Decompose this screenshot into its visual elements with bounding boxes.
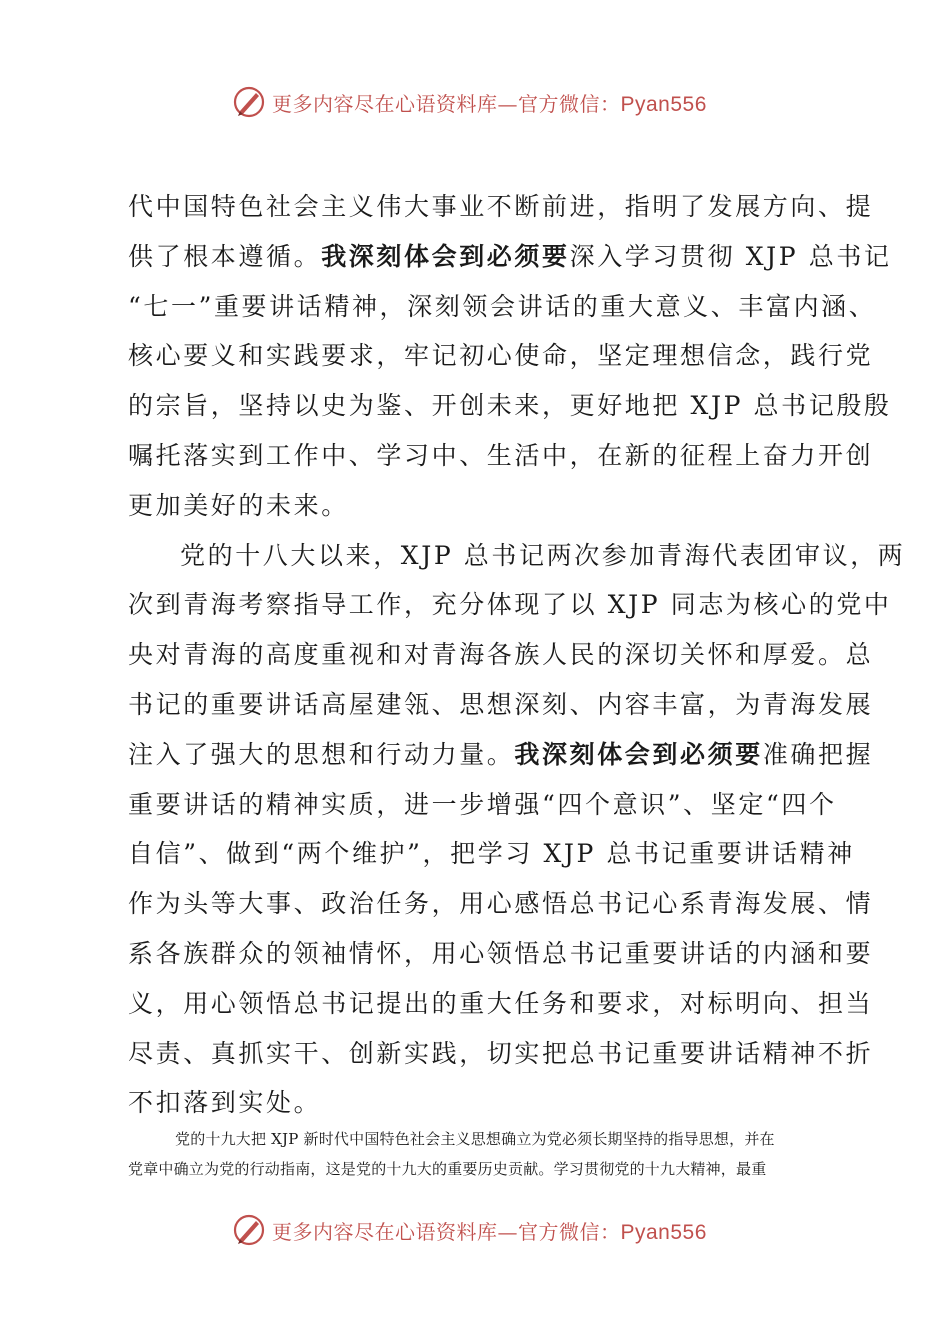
footer-line: 党章中确立为党的行动指南，这是党的十九大的重要历史贡献。学习贯彻党的十九大精神，最重: [128, 1160, 767, 1178]
paragraph-2-line: 义，用心领悟总书记提出的重大任务和要求，对标明向、担当: [128, 988, 874, 1018]
watermark-wechat-id: Pyan556: [620, 1220, 707, 1244]
paragraph-1-line: 嘱托落实到工作中、学习中、生活中，在新的征程上奋力开创: [128, 440, 874, 470]
document-body: [128, 182, 906, 1128]
pen-logo-icon: [232, 85, 266, 119]
footer-paragraph: [128, 1124, 840, 1184]
watermark-text: 更多内容尽在心语资料库—官方微信：Pyan556: [272, 91, 707, 116]
emphasis-text: 我深刻体会到必须要: [321, 241, 570, 271]
watermark-text: 更多内容尽在心语资料库—官方微信：Pyan556: [272, 1219, 707, 1244]
emphasis-text: 我深刻体会到必须要: [514, 739, 763, 769]
paragraph-2-line: 自信”、做到“两个维护”，把学习 XJP 总书记重要讲话精神: [128, 839, 855, 869]
paragraph-1-line: 的宗旨，坚持以史为鉴、开创未来，更好地把 XJP 总书记殷殷: [128, 391, 892, 421]
paragraph-2-line: 系各族群众的领袖情怀，用心领悟总书记重要讲话的内涵和要: [128, 938, 874, 968]
paragraph-2-line: 次到青海考察指导工作，充分体现了以 XJP 同志为核心的党中: [128, 590, 892, 620]
paragraph-1-line: 供了根本遵循。我深刻体会到必须要深入学习贯彻 XJP 总书记: [128, 241, 892, 271]
watermark-wechat-id: Pyan556: [620, 92, 707, 116]
paragraph-2-line: 尽责、真抓实干、创新实践，切实把总书记重要讲话精神不折: [128, 1038, 874, 1068]
paragraph-1-line: 核心要义和实践要求，牢记初心使命，坚定理想信念，践行党: [128, 341, 874, 371]
paragraph-1-line: 更加美好的未来。: [128, 490, 349, 520]
paragraph-2-line: 作为头等大事、政治任务，用心感悟总书记心系青海发展、情: [128, 889, 874, 919]
paragraph-2-line: 不扣落到实处。: [128, 1088, 322, 1118]
paragraph-2-line: 注入了强大的思想和行动力量。我深刻体会到必须要准确把握: [128, 739, 874, 769]
footer-line: 党的十九大把 XJP 新时代中国特色社会主义思想确立为党必须长期坚持的指导思想，并在: [175, 1130, 775, 1148]
paragraph-2-line: 书记的重要讲话高屋建瓴、思想深刻、内容丰富，为青海发展: [128, 689, 874, 719]
paragraph-2-line: 重要讲话的精神实质，进一步增强“四个意识”、坚定“四个: [128, 789, 837, 819]
watermark-header: [232, 82, 707, 122]
paragraph-2-line: 央对青海的高度重视和对青海各族人民的深切关怀和厚爱。总: [128, 640, 874, 670]
pen-logo-icon: [232, 1213, 266, 1247]
watermark-footer: [232, 1210, 707, 1250]
paragraph-1-line: “七一”重要讲话精神，深刻领会讲话的重大意义、丰富内涵、: [128, 291, 877, 321]
paragraph-1-line: 代中国特色社会主义伟大事业不断前进，指明了发展方向、提: [128, 192, 874, 221]
paragraph-2-line: 党的十八大以来，XJP 总书记两次参加青海代表团审议，两: [180, 540, 906, 570]
